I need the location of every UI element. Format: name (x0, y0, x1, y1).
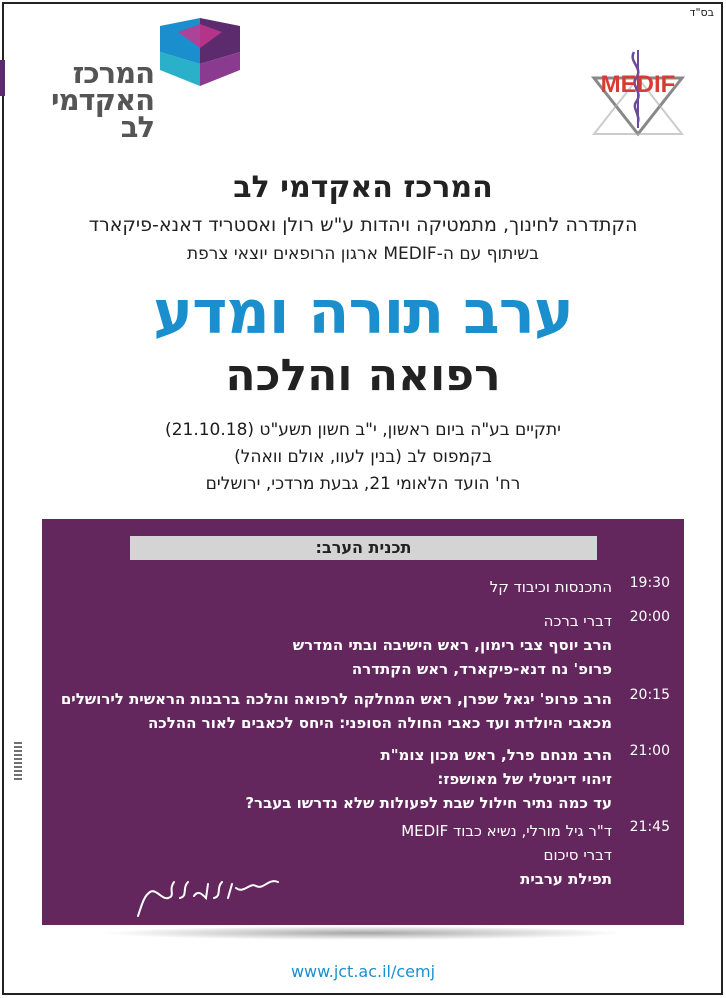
chair-subtitle: הקתדרה לחינוך, מתמטיקה ויהדות ע"ש רולן ואסטריד דאנא-פיקארד (88, 214, 638, 236)
program-line: מכאבי היולדת ועד כאבי החולה הסופני: היחס לכאבים לאור ההלכה (147, 714, 612, 732)
program-box (42, 519, 684, 925)
program-line: הרב יוסף צבי רימון, ראש הישיבה ובתי המדרש (292, 636, 612, 654)
medif-logo-icon (588, 48, 688, 138)
medif-logo-text: MEDIF (600, 71, 676, 98)
left-edge-tab (0, 60, 5, 96)
corner-text: בס"ד (689, 6, 714, 19)
program-time: 19:30 (629, 575, 670, 591)
event-location: בקמפוס לב (בנין לעוו, אולם וואהל) (234, 447, 492, 467)
program-line: דברי סיכום (543, 846, 612, 864)
org-title: המרכז האקדמי לב (233, 170, 493, 205)
box-shadow (100, 926, 626, 940)
program-line: זיהוי דיגיטלי של מאושפז: (437, 770, 612, 788)
program-time: 20:15 (629, 687, 670, 703)
lev-logo-line: לב (120, 110, 154, 144)
lev-logo-line: האקדמי (51, 83, 154, 117)
program-time: 20:00 (629, 609, 670, 625)
partner-subtitle: בשיתוף עם ה-MEDIF ארגון הרופאים יוצאי צרפת (186, 244, 540, 264)
lev-logo-text (44, 56, 154, 144)
program-line: התכנסות וכיבוד קל (489, 578, 612, 596)
event-address: רח' הועד הלאומי 21, גבעת מרדכי, ירושלים (205, 474, 521, 494)
lev-logo-line: המרכז (72, 56, 154, 90)
program-line: פרופ' נח דנא-פיקארד, ראש הקתדרה (351, 660, 612, 678)
program-line: הרב מנחם פרל, ראש מכון צומ"ת (380, 746, 612, 764)
lev-logo-icon (160, 18, 240, 86)
program-time: 21:00 (629, 743, 670, 759)
handwritten-signature (132, 868, 282, 924)
program-time: 21:45 (629, 819, 670, 835)
lev-logo (44, 18, 244, 148)
program-line: תפילת ערבית (520, 870, 612, 888)
program-line: דברי ברכה (543, 612, 612, 630)
event-subtitle: רפואה והלכה (225, 350, 501, 401)
program-header: תכנית הערב: (130, 536, 597, 560)
medif-logo (588, 48, 688, 138)
event-title: ערב תורה ומדע (153, 278, 573, 348)
event-date: יתקיים בע"ה ביום ראשון, י"ב חשון תשע"ט (21.10.18) (165, 420, 561, 440)
program-line: ד"ר גיל מורלי, נשיא כבוד MEDIF (401, 822, 612, 840)
program-line: הרב פרופ' יגאל שפרן, ראש המחלקה לרפואה והלכה ברבנות הראשית לירושלים (60, 690, 612, 708)
program-line: עד כמה נתיר חילול שבת לפעולות שלא נדרשו בעבר? (245, 794, 612, 812)
website-link[interactable]: www.jct.ac.il/cemj (290, 962, 436, 981)
side-print-mark (14, 742, 22, 782)
